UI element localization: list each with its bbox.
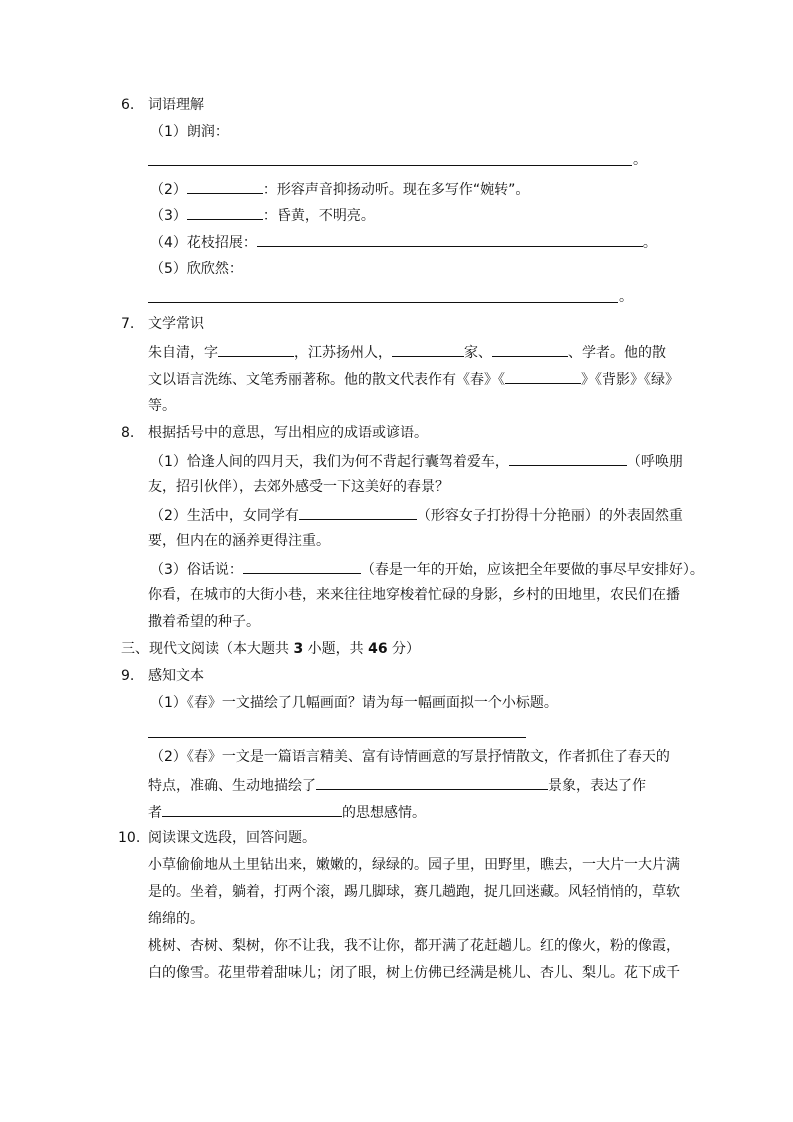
q6-item4 bbox=[150, 231, 657, 253]
q7-line2 bbox=[148, 368, 679, 390]
q7-profession2-blank[interactable] bbox=[492, 341, 568, 357]
q7-line1-d: 、学者。他的散 bbox=[568, 345, 666, 361]
q8-item1-a: （1）恰逢人间的四月天，我们为何不背起行囊驾着爱车， bbox=[150, 454, 509, 470]
section3-heading bbox=[121, 639, 420, 659]
q6-item5-period: 。 bbox=[619, 289, 633, 305]
q10-passage-p2-line1: 桃树、杏树、梨树，你不让我，我不让你，都开满了花赶趟儿。红的像火，粉的像霞， bbox=[148, 938, 680, 954]
q6-item2-blank[interactable] bbox=[187, 178, 263, 194]
q6-item2 bbox=[150, 178, 529, 200]
q9-title: 感知文本 bbox=[148, 668, 204, 684]
q6-item5-blank[interactable] bbox=[148, 302, 618, 303]
q7-line2-a: 文以语言洗练、文笔秀丽著称。他的散文代表作有《春》《 bbox=[148, 372, 505, 388]
q7-title: 文学常识 bbox=[148, 316, 204, 332]
q7-number: 7. bbox=[121, 316, 135, 332]
q6-number: 6. bbox=[121, 97, 135, 113]
section3-count: 3 bbox=[293, 641, 304, 657]
q9-item2-c: 景象，表达了作 bbox=[548, 778, 646, 794]
q9-item2-line3 bbox=[148, 801, 426, 823]
q8-item1-blank[interactable] bbox=[509, 450, 627, 466]
q8-item1-line1 bbox=[150, 450, 683, 472]
q10-passage-p1-line2: 是的。坐着，躺着，打两个滚，踢几脚球，赛几趟跑，捉几回迷藏。风轻悄悄的，草软 bbox=[148, 884, 680, 900]
q9-item1-blank[interactable] bbox=[148, 737, 526, 738]
q8-item2-line2: 要，但内在的涵养更得注重。 bbox=[148, 533, 330, 549]
q10-title: 阅读课文选段，回答问题。 bbox=[148, 830, 316, 846]
q9-item1: （1）《春》一文描绘了几幅画面？请为每一幅画面拟一个小标题。 bbox=[150, 695, 558, 711]
q7-work-title-blank[interactable] bbox=[505, 368, 581, 384]
q8-item3-blank[interactable] bbox=[243, 558, 361, 574]
q8-item2-b: （形容女子打扮得十分艳丽）的外表固然重 bbox=[416, 508, 683, 524]
q7-line1-b: ，江苏扬州人， bbox=[294, 345, 392, 361]
q6-item2-definition: ：形容声音抑扬动听。现在多写作“婉转”。 bbox=[262, 182, 530, 198]
q6-item3-definition: ：昏黄，不明亮。 bbox=[262, 208, 375, 224]
q6-item1-period: 。 bbox=[633, 152, 647, 168]
q8-item3-b: （春是一年的开始，应该把全年要做的事尽早安排好）。 bbox=[360, 562, 704, 578]
q8-item3-a: （3）俗话说： bbox=[150, 562, 243, 578]
q8-item2-a: （2）生活中，女同学有 bbox=[150, 508, 299, 524]
q8-item2-blank[interactable] bbox=[299, 504, 417, 520]
q9-item2-e: 的思想感情。 bbox=[342, 805, 426, 821]
q6-item3-prefix: （3） bbox=[150, 208, 187, 224]
q9-item2-d: 者 bbox=[148, 805, 162, 821]
section3-mid: 小题，共 bbox=[303, 641, 369, 657]
q7-courtesy-name-blank[interactable] bbox=[218, 341, 294, 357]
q6-item4-blank[interactable] bbox=[257, 231, 643, 247]
q9-number: 9. bbox=[121, 668, 135, 684]
q8-item2-line1 bbox=[150, 504, 683, 526]
q9-item2-line2 bbox=[148, 774, 646, 796]
q8-item3-line1 bbox=[150, 558, 704, 580]
q7-profession1-blank[interactable] bbox=[392, 341, 464, 357]
q6-item4-period: 。 bbox=[642, 235, 657, 251]
q7-line1-c: 家、 bbox=[464, 345, 492, 361]
q6-item4-label: （4）花枝招展： bbox=[150, 235, 257, 251]
q10-number: 10. bbox=[118, 830, 141, 846]
q8-item3-line3: 撒着希望的种子。 bbox=[148, 614, 260, 630]
section3-post: 分） bbox=[387, 641, 421, 657]
q8-item1-b: （呼唤朋 bbox=[626, 454, 683, 470]
q8-number: 8. bbox=[121, 425, 135, 441]
q6-item1-label: （1）朗润： bbox=[150, 124, 229, 140]
q7-line1-a: 朱自清，字 bbox=[148, 345, 218, 361]
q9-feeling-blank[interactable] bbox=[162, 801, 342, 817]
q9-item2-line1: （2）《春》一文是一篇语言精美、富有诗情画意的写景抒情散文，作者抓住了春天的 bbox=[150, 749, 670, 765]
q9-scene-blank[interactable] bbox=[316, 774, 548, 790]
section3-score: 46 bbox=[368, 641, 388, 657]
q6-item3-blank[interactable] bbox=[187, 204, 263, 220]
q6-item5-label: （5）欣欣然： bbox=[150, 261, 243, 277]
q7-line1 bbox=[148, 341, 666, 363]
q6-item1-blank[interactable] bbox=[148, 165, 632, 166]
q8-title: 根据括号中的意思，写出相应的成语或谚语。 bbox=[148, 425, 428, 441]
q6-title: 词语理解 bbox=[148, 97, 204, 113]
section3-pre: 三、现代文阅读（本大题共 bbox=[121, 641, 294, 657]
q6-item3 bbox=[150, 204, 375, 226]
q6-item2-prefix: （2） bbox=[150, 182, 187, 198]
q7-line3: 等。 bbox=[148, 398, 176, 414]
q10-passage-p1-line3: 绵绵的。 bbox=[148, 911, 204, 927]
q7-line2-b: 》《背影》《绿》 bbox=[581, 372, 679, 388]
q10-passage-p1-line1: 小草偷偷地从土里钻出来，嫩嫩的，绿绿的。园子里，田野里，瞧去，一大片一大片满 bbox=[148, 857, 680, 873]
q8-item3-line2: 你看，在城市的大街小巷，来来往往地穿梭着忙碌的身影，乡村的田地里，农民们在播 bbox=[148, 587, 680, 603]
q8-item1-line2: 友，招引伙伴），去郊外感受一下这美好的春景？ bbox=[148, 479, 449, 495]
q9-item2-b: 特点，准确、生动地描绘了 bbox=[148, 778, 316, 794]
q10-passage-p2-line2: 白的像雪。花里带着甜味儿；闭了眼，树上仿佛已经满是桃儿、杏儿、梨儿。花下成千 bbox=[148, 965, 680, 981]
